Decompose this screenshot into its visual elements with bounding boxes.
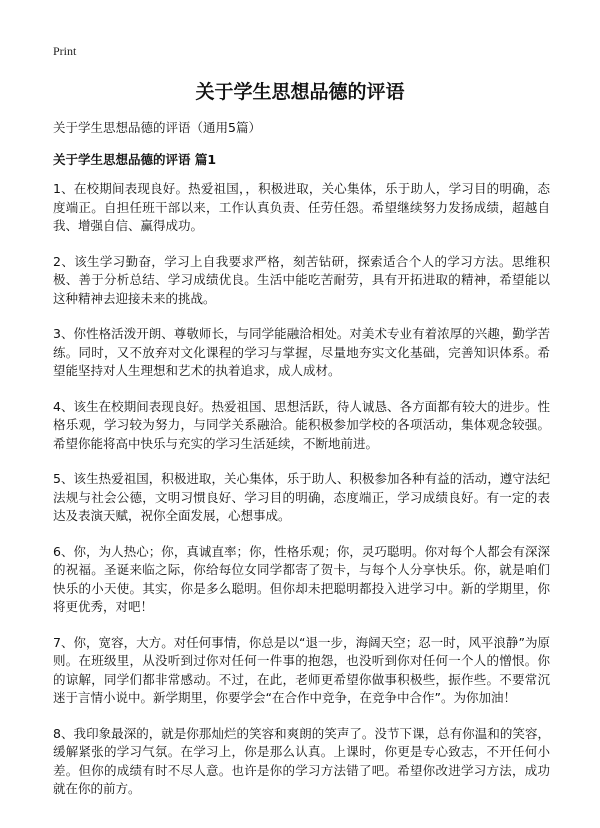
comment-item-8: 8、我印象最深的，就是你那灿烂的笑容和爽朗的笑声了。没节下课，总有你温和的笑容，缓解紧张的学习气氛。在学习上，你是那么认真。上课时，你更是专心致志，不开任何小差。但你的成绩有时不尽人意。也许是你的学习方法错了吧。希望你改进学习方法，成功就在你的前方。 [53,725,550,796]
comment-item-5: 5、该生热爱祖国，积极进取，关心集体，乐于助人、积极参加各种有益的活动，遵守法纪法规与社会公德，文明习惯良好、学习目的明确，态度端正，学习成绩良好。有一定的表达及表演天赋，祝你全面发展，心想事成。 [53,471,550,523]
comment-item-7: 7、你，宽容，大方。对任何事情，你总是以“退一步，海阔天空；忍一时，风平浪静”为原则。在班级里，从没听到过你对任何一件事的抱怨，也没听到你对任何一个人的憎恨。你的谅解，同学们都非常感动。不过，在此，老师更希望你做事积极些，振作些。不要常沉迷于言情小说中。新学期里，你要学会“在合作中竞争，在竞争中合作”。为你加油！ [53,634,550,705]
document-subtitle: 关于学生思想品德的评语（通用5篇） [53,120,261,135]
section-heading: 关于学生思想品德的评语 篇1 [53,152,217,167]
document-title: 关于学生思想品德的评语 [195,81,405,103]
print-link[interactable]: Print [53,44,77,58]
comment-item-1: 1、在校期间表现良好。热爱祖国，，积极进取，关心集体，乐于助人，学习目的明确，态度端正。自担任班干部以来，工作认真负责、任劳任怨。希望继续努力发扬成绩，超越自我、增强自信、赢得成功。 [53,181,550,233]
comment-item-4: 4、该生在校期间表现良好。热爱祖国、思想活跃，待人诚恳、各方面都有较大的进步。性格乐观，学习较为努力，与同学关系融洽。能积极参加学校的各项活动，集体观念较强。希望你能将高中快乐与充实的学习生活延续，不断地前进。 [53,398,550,451]
comment-item-2: 2、该生学习勤奋，学习上自我要求严格，刻苦钻研，探索适合个人的学习方法。思维积极、善于分析总结、学习成绩优良。生活中能吃苦耐劳，具有开拓进取的精神，希望能以这种精神去迎接未来的挑战。 [53,253,550,306]
comment-list [53,180,550,816]
comment-item-6: 6、你，为人热心；你，真诚直率；你，性格乐观；你，灵巧聪明。你对每个人都会有深深的祝福。圣诞来临之际，你给每位女同学都寄了贺卡，与每个人分享快乐。你，就是咱们快乐的小天使。其实，你是多么聪明。但你却未把聪明都投入进学习中。新的学期里，你将更优秀，对吧！ [53,543,550,614]
comment-item-3: 3、你性格活泼开朗、尊敬师长，与同学能融洽相处。对美术专业有着浓厚的兴趣，勤学苦练。同时，又不放弃对文化课程的学习与掌握，尽量地夯实文化基础，完善知识体系。希望能坚持对人生理想和艺术的执着追求，成人成材。 [53,326,550,378]
